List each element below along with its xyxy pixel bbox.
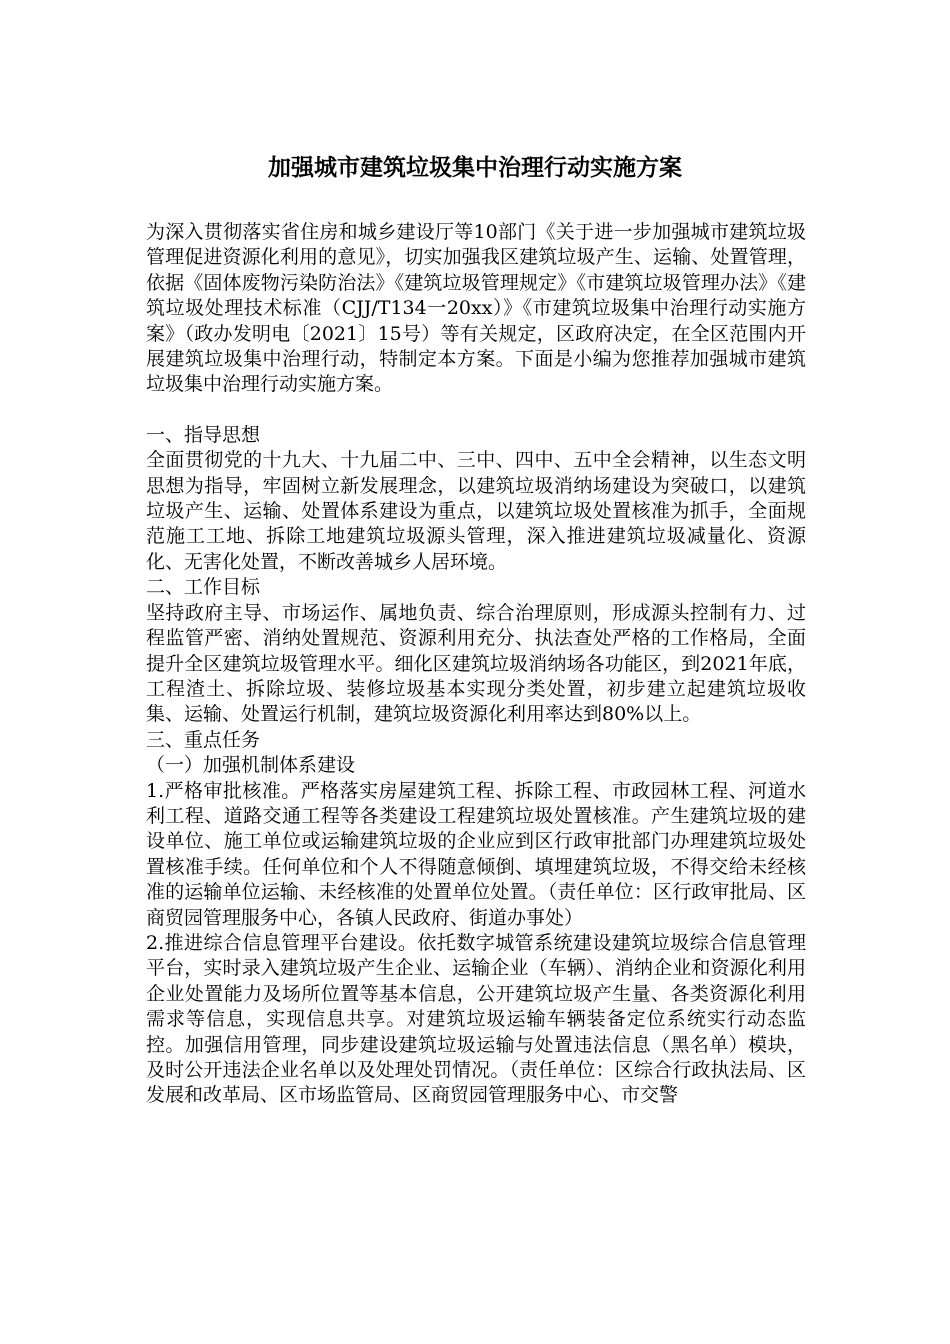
subsection-heading-mechanism: （一）加强机制体系建设 [146,754,356,777]
section-text-work-goals: 坚持政府主导、市场运作、属地负责、综合治理原则，形成源头控制有力、过程监管严密、消纳处置规范、资源利用充分、执法查处严格的工作格局，全面提升全区建筑垃圾管理水平。细化区建筑垃圾消纳场各功能区，到2021年底，工程渣土、拆除垃圾、装修垃圾基本实现分类处置，初步建立起建筑垃圾收集、运输、处置运行机制，建筑垃圾资源化利用率达到80%以上。 [146,601,806,726]
item-strict-approval: 1.严格审批核准。严格落实房屋建筑工程、拆除工程、市政园林工程、河道水利工程、道路交通工程等各类建设工程建筑垃圾处置核准。产生建筑垃圾的建设单位、施工单位或运输建筑垃圾的企业应到区行政审批部门办理建筑垃圾处置核准手续。任何单位和个人不得随意倾倒、填埋建筑垃圾，不得交给未经核准的运输单位运输、未经核准的处置单位处置。（责任单位：区行政审批局、区商贸园管理服务中心，各镇人民政府、街道办事处） [146,779,806,929]
document-body [146,220,806,1109]
intro-paragraph: 为深入贯彻落实省住房和城乡建设厅等10部门《关于进一步加强城市建筑垃圾管理促进资源化利用的意见》，切实加强我区建筑垃圾产生、运输、处置管理，依据《固体废物污染防治法》《建筑垃圾管理规定》《市建筑垃圾管理办法》《建筑垃圾处理技术标准（CJJ/T134一20xx）》《市建筑垃圾集中治理行动实施方案》（政办发明电〔2021〕15号）等有关规定，区政府决定，在全区范围内开展建筑垃圾集中治理行动，特制定本方案。下面是小编为您推荐加强城市建筑垃圾集中治理行动实施方案。 [146,221,806,396]
section-heading-key-tasks: 三、重点任务 [146,728,261,751]
paragraph-gap [146,398,806,423]
section-text-guiding-ideology: 全面贯彻党的十九大、十九届二中、三中、四中、五中全会精神，以生态文明思想为指导，牢固树立新发展理念，以建筑垃圾消纳场建设为突破口，以建筑垃圾产生、运输、处置体系建设为重点，以建筑垃圾处置核准为抓手，全面规范施工工地、拆除工地建筑垃圾源头管理，深入推进建筑垃圾减量化、资源化、无害化处置，不断改善城乡人居环境。 [146,449,806,573]
item-info-platform: 2.推进综合信息管理平台建设。依托数字城管系统建设建筑垃圾综合信息管理平台，实时录入建筑垃圾产生企业、运输企业（车辆）、消纳企业和资源化利用企业处置能力及场所位置等基本信息，公开建筑垃圾产生量、各类资源化利用需求等信息，实现信息共享。对建筑垃圾运输车辆装备定位系统实行动态监控。加强信用管理，同步建设建筑垃圾运输与处置违法信息（黑名单）模块，及时公开违法企业名单以及处理处罚情况。（责任单位：区综合行政执法局、区发展和改革局、区市场监管局、区商贸园管理服务中心、市交警 [146,931,806,1107]
section-heading-work-goals: 二、工作目标 [146,576,261,599]
document-title: 加强城市建筑垃圾集中治理行动实施方案 [268,154,682,181]
section-heading-guiding-ideology: 一、指导思想 [146,423,261,446]
